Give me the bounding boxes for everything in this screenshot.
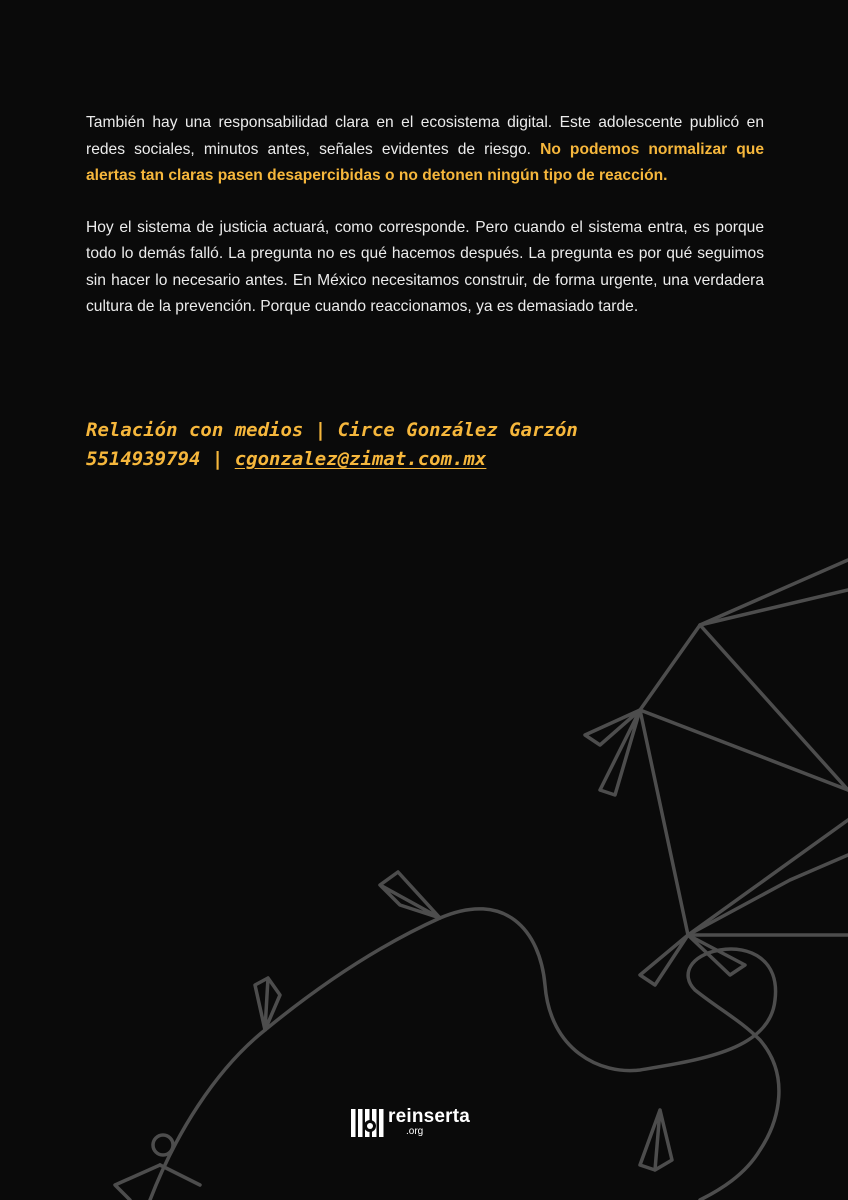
media-contact	[86, 416, 786, 474]
contact-name-line: Relación con medios | Circe González Garzón	[86, 419, 578, 441]
reinserta-logo	[350, 1105, 470, 1139]
contact-email-link[interactable]: cgonzalez@zimat.com.mx	[234, 448, 487, 470]
logo-suffix: .org	[406, 1126, 424, 1137]
paragraph-1-highlight: No podemos normalizar que alertas tan claras pasen desapercibidas o no detonen ningún tipo de reacción.	[86, 140, 764, 184]
paragraph-2: Hoy el sistema de justicia actuará, como corresponde. Pero cuando el sistema entra, es porque todo lo demás falló. La pregunta no es qué hacemos después. La pregunta es por qué seguimos sin hacer lo necesario antes. En México necesitamos construir, de forma urgente, una verdadera cultura de la prevención. Porque cuando reaccionamos, ya es demasiado tarde.	[86, 218, 764, 315]
paragraph-1	[86, 110, 764, 190]
reinserta-bars-icon	[350, 1105, 384, 1139]
contact-details-line	[86, 445, 786, 474]
paragraph-1-text: También hay una responsabilidad clara en el ecosistema digital. Este adolescente publicó en redes sociales, minutos antes, señales evidentes de riesgo.	[86, 114, 764, 158]
contact-phone: 5514939794	[86, 448, 201, 470]
logo-word: reinserta	[388, 1106, 471, 1127]
body-text	[86, 110, 764, 346]
logo-text	[388, 1107, 470, 1137]
contact-separator: |	[200, 448, 235, 470]
